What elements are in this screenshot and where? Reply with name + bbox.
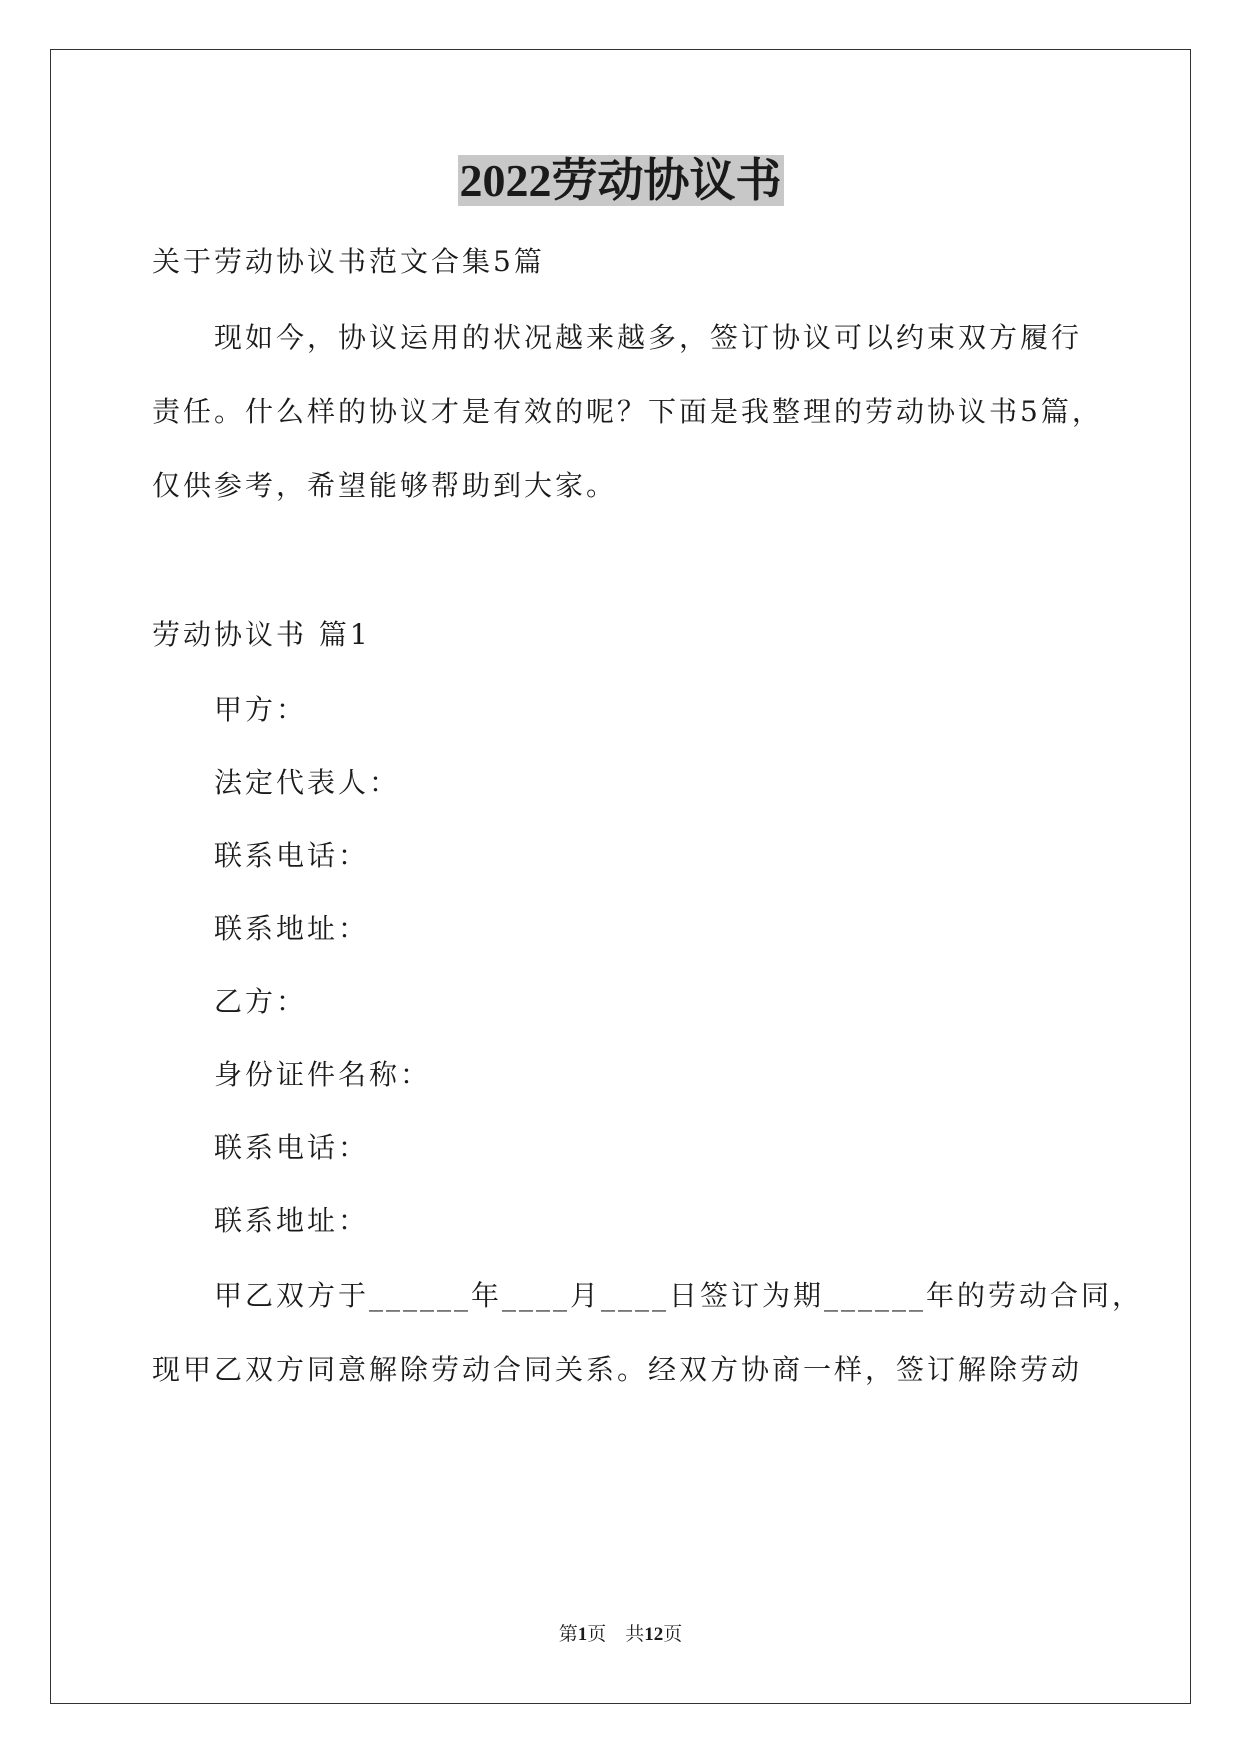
subtitle: 关于劳动协议书范文合集5篇 [152, 245, 545, 278]
title-highlight: 2022劳动协议书 [459, 155, 782, 206]
page-footer [0, 1622, 1241, 1648]
intro-line-1: 现如今，协议运用的状况越来越多，签订协议可以约束双方履行 [214, 321, 1083, 354]
field-address-b: 联系地址： [214, 1204, 370, 1237]
field-party-a: 甲方： [214, 693, 308, 726]
field-id-document: 身份证件名称： [214, 1058, 432, 1091]
body-line-2: 现甲乙双方同意解除劳动合同关系。经双方协商一样，签订解除劳动 [152, 1353, 1083, 1386]
field-legal-representative: 法定代表人： [214, 766, 401, 799]
page-border [50, 49, 1191, 1704]
page-suffix: 页 [663, 1624, 683, 1645]
field-phone-a: 联系电话： [214, 839, 370, 872]
page-prefix: 第 [558, 1624, 578, 1645]
field-address-a: 联系地址： [214, 912, 370, 945]
field-phone-b: 联系电话： [214, 1131, 370, 1164]
current-page-number: 1 [577, 1624, 588, 1645]
document-title [0, 150, 1241, 212]
total-page-number: 12 [644, 1624, 664, 1645]
intro-line-2: 责任。什么样的协议才是有效的呢？下面是我整理的劳动协议书5篇， [152, 395, 1103, 428]
field-party-b: 乙方： [214, 985, 308, 1018]
section-heading: 劳动协议书 篇1 [152, 618, 371, 651]
body-line-1: 甲乙双方于______年____月____日签订为期______年的劳动合同， [214, 1279, 1144, 1312]
intro-line-3: 仅供参考，希望能够帮助到大家。 [152, 469, 618, 502]
page-mid: 页 共 [587, 1624, 645, 1645]
